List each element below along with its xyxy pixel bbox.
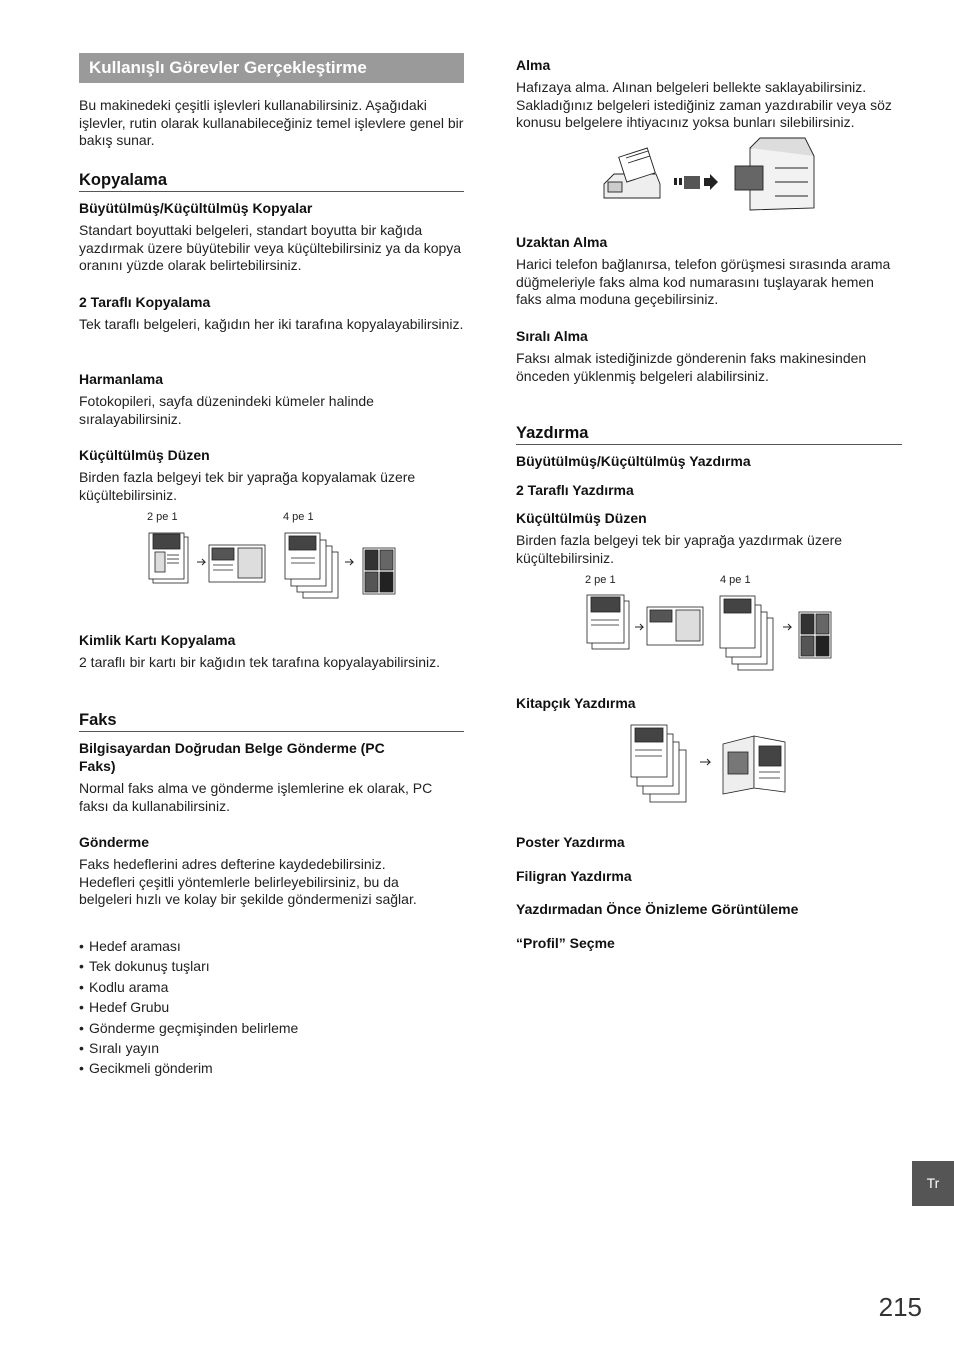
- pc-fax-text: Normal faks alma ve gönderme işlemlerine ek olarak, PC faksı da kullanabilirsiniz.: [79, 780, 433, 814]
- booklet-print-illustration: [628, 722, 790, 808]
- print-fig-label-2in1: 2 pe 1: [585, 574, 616, 586]
- section-faks: [79, 710, 464, 732]
- doc-stack-booklet: [631, 725, 686, 802]
- section-yazdirma: [516, 423, 902, 445]
- reduced-layout-text: Birden fazla belgeyi tek bir yaprağa kopyalamak üzere küçültebilirsiniz.: [79, 469, 416, 503]
- copy-fig-label-4in1: 4 pe 1: [283, 511, 314, 523]
- fax-receive-illustration: [600, 138, 820, 213]
- preview-print-title: Yazdırmadan Önce Önizleme Görüntüleme: [516, 901, 799, 917]
- pc-fax-title: Bilgisayardan Doğrudan Belge Gönderme (PC Faks): [79, 740, 385, 774]
- receive-text: Hafızaya alma. Alınan belgeleri bellekte saklayabilirsiniz. Sakladığınız belgeleri istediğiniz zaman yazdırabilir veya söz konusu belgelere ihtiyacınız yoksa bunları silebilirsiniz.: [516, 79, 892, 130]
- send-text: Faks hedeflerini adres defterine kaydedebilirsiniz. Hedefleri çeşitli yöntemlerle belirleyebilirsiniz, bu da belgeleri hızlı ve kolay bir şekilde göndermenizi sağlar.: [79, 856, 417, 907]
- doc-stack-4in1: [720, 596, 773, 670]
- id-card-title: Kimlik Kartı Kopyalama: [79, 632, 236, 648]
- doc-result-2in1: [209, 545, 265, 582]
- poster-print-title: Poster Yazdırma: [516, 834, 625, 850]
- doc-result-4in1: [799, 612, 831, 658]
- list-item: • Gecikmeli gönderim: [79, 1058, 464, 1078]
- section-kopyalama: [79, 170, 464, 192]
- collate-title: Harmanlama: [79, 371, 164, 387]
- print-fig-label-4in1: 4 pe 1: [720, 574, 751, 586]
- enlarged-copy-title: Büyütülmüş/Küçültülmüş Kopyalar: [79, 200, 313, 216]
- copy-fig-label-2in1: 2 pe 1: [147, 511, 178, 523]
- watermark-print-title: Filigran Yazdırma: [516, 868, 632, 884]
- remote-receive-text: Harici telefon bağlanırsa, telefon görüşmesi sırasında arama düğmeleriyle faks alma kod numarasını tuşlayarak hemen faks alma moduna geçebilirsiniz.: [516, 256, 891, 307]
- enlarged-print-title: Büyütülmüş/Küçültülmüş Yazdırma: [516, 453, 751, 469]
- duplex-copy-title: 2 Taraflı Kopyalama: [79, 294, 211, 310]
- list-item: • Tek dokunuş tuşları: [79, 956, 464, 976]
- kopyalama-heading: Kopyalama: [79, 170, 464, 192]
- send-title: Gönderme: [79, 834, 150, 850]
- receive-title: Alma: [516, 57, 551, 73]
- id-card-text: 2 taraflı bir kartı bir kağıdın tek tarafına kopyalayabilirsiniz.: [79, 654, 441, 670]
- remote-receive-title: Uzaktan Alma: [516, 234, 608, 250]
- collate-text: Fotokopileri, sayfa düzenindeki kümeler halinde sıralayabilirsiniz.: [79, 393, 374, 427]
- booklet-result: [723, 736, 785, 794]
- doc-result-2in1: [647, 607, 703, 645]
- send-options-list: [79, 936, 464, 1079]
- page-number: 215: [878, 1292, 922, 1322]
- print-reduced-layout-title: Küçültülmüş Düzen: [516, 510, 647, 526]
- print-reduced-layout-text: Birden fazla belgeyi tek bir yaprağa yazdırmak üzere küçültebilirsiniz.: [516, 532, 843, 566]
- booklet-print-title: Kitapçık Yazdırma: [516, 695, 636, 711]
- copy-reduced-layout-illustration: [145, 528, 400, 608]
- polling-receive-text: Faksı almak istediğinizde gönderenin faks makinesinden önceden yüklenmiş belgeleri alabilirsiniz.: [516, 350, 867, 384]
- enlarged-copy-text: Standart boyuttaki belgeleri, standart boyutta bir kağıda yazdırmak üzere büyütebilir veya küçültebilirsiniz ya da kopya oranını yüzde olarak belirtebilirsiniz.: [79, 222, 462, 273]
- list-item: • Sıralı yayın: [79, 1038, 464, 1058]
- list-item: • Gönderme geçmişinden belirleme: [79, 1018, 464, 1038]
- fax-machine-icon: [604, 148, 660, 198]
- list-item: • Kodlu arama: [79, 977, 464, 997]
- doc-stack-4in1: [285, 533, 338, 598]
- list-item: • Hedef araması: [79, 936, 464, 956]
- duplex-copy-text: Tek taraflı belgeleri, kağıdın her iki tarafına kopyalayabilirsiniz.: [79, 316, 464, 332]
- language-tab: Tr: [912, 1161, 954, 1206]
- yazdirma-heading: Yazdırma: [516, 423, 902, 445]
- profile-select-title: “Profil” Seçme: [516, 935, 615, 951]
- list-item: • Hedef Grubu: [79, 997, 464, 1017]
- intro-text: Bu makinedeki çeşitli işlevleri kullanabilirsiniz. Aşağıdaki işlevler, rutin olarak kullanabileceğiniz temel işlevlere genel bir bakış sunar.: [79, 97, 464, 148]
- faks-heading: Faks: [79, 710, 464, 732]
- doc-result-4in1: [363, 548, 395, 594]
- polling-receive-title: Sıralı Alma: [516, 328, 588, 344]
- arrow-icon: [674, 174, 718, 190]
- doc-stack-2in1: [587, 595, 629, 649]
- page-title: Kullanışlı Görevler Gerçekleştirme: [79, 53, 464, 83]
- reduced-layout-title: Küçültülmüş Düzen: [79, 447, 210, 463]
- printer-icon: [735, 138, 814, 210]
- print-reduced-layout-illustration: [583, 592, 838, 674]
- duplex-print-title: 2 Taraflı Yazdırma: [516, 482, 634, 498]
- doc-stack-2in1: [149, 533, 188, 583]
